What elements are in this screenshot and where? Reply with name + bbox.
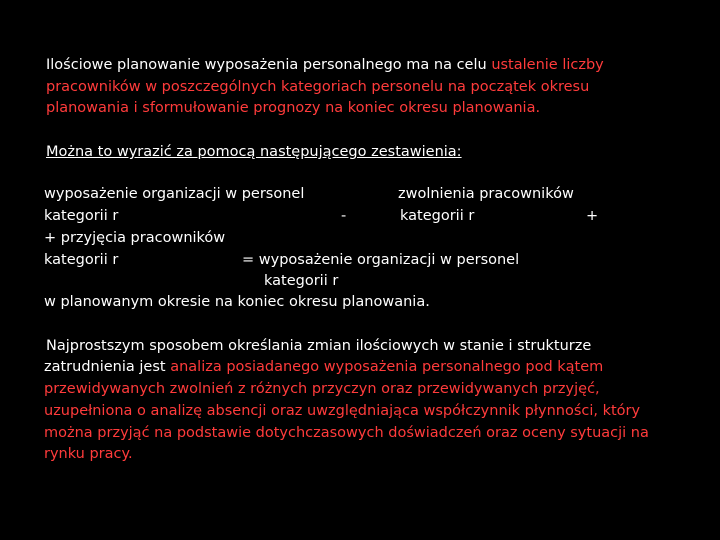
paragraph2-line2-b: analiza posiadanego wyposażenia personalnego pod kątem [170, 359, 604, 375]
equation-minus: - [341, 208, 347, 224]
paragraph1-line2: pracowników w poszczególnych kategoriach personelu na początek okresu [46, 79, 590, 95]
paragraph1-line1 [46, 55, 604, 76]
equation-d1: = wyposażenie organizacji w personel [242, 252, 520, 268]
paragraph1-part3: ustalenie liczby [491, 57, 604, 73]
equation-e: w planowanym okresie na koniec okresu planowania. [44, 294, 430, 310]
equation-a1: wyposażenie organizacji w personel [44, 186, 305, 202]
paragraph1-line3: planowania i sformułowanie prognozy na koniec okresu planowania. [46, 100, 541, 116]
paragraph2-line2-a: zatrudnienia jest [44, 359, 171, 375]
paragraph2-line4: uzupełniona o analizę absencji oraz uwzględniająca współczynnik płynności, który [44, 403, 641, 419]
equation-c1: + przyjęcia pracowników [44, 230, 226, 246]
equation-d2: kategorii r [264, 273, 339, 289]
paragraph1-part1: Ilościowe planowanie wyposażenia personalnego [46, 57, 407, 73]
paragraph2-line2 [44, 357, 603, 378]
equation-b2: kategorii r [400, 208, 475, 224]
section-heading: Można to wyrazić za pomocą następującego zestawienia: [46, 144, 462, 160]
equation-b1: zwolnienia pracowników [398, 186, 574, 202]
equation-plus: + [586, 208, 599, 224]
paragraph2-line1: Najprostszym sposobem określania zmian ilościowych w stanie i strukturze [46, 338, 592, 354]
paragraph2-line6: rynku pracy. [44, 446, 133, 462]
equation-c2: kategorii r [44, 252, 119, 268]
paragraph1-part2: ma na celu [406, 57, 492, 73]
paragraph2-line5: można przyjąć na podstawie dotychczasowych doświadczeń oraz oceny sytuacji na [44, 425, 649, 441]
equation-a2: kategorii r [44, 208, 119, 224]
paragraph2-line3: przewidywanych zwolnień z różnych przyczyn oraz przewidywanych przyjęć, [44, 381, 600, 397]
